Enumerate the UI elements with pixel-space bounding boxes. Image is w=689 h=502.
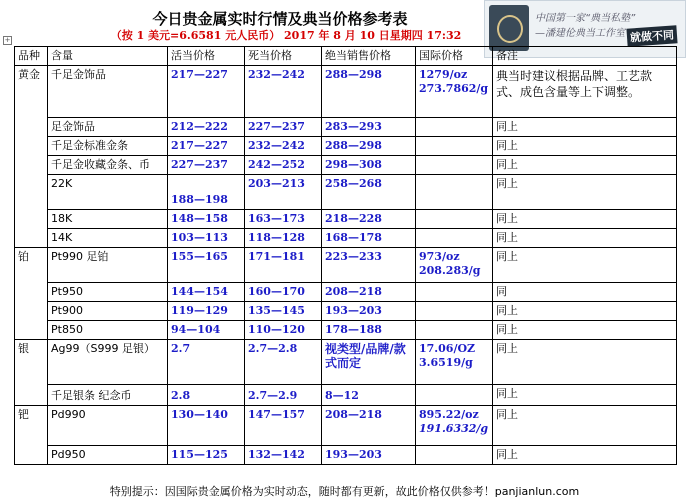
table-row [15,446,677,465]
note-cell: 同上 [493,248,677,283]
table-move-handle-icon[interactable]: + [4,36,11,44]
table-row [15,229,677,248]
note-cell: 典当时建议根据品牌、工艺款式、成色含量等上下调整。 [493,66,677,118]
intl-price [416,406,493,446]
live-price: 103—113 [168,229,245,248]
dead-price: 171—181 [245,248,322,283]
sell-price: 193—203 [322,302,416,321]
item-name: 千足金饰品 [48,66,168,118]
category-cell: 铂 [15,248,48,340]
intl-price-oz: 895.22/oz [419,408,479,421]
logo-line-2: —潘建伦典当工作室 [535,28,625,39]
dead-price: 2.7—2.8 [245,340,322,385]
intl-price [416,66,493,118]
sell-price: 193—203 [322,446,416,465]
table-row [15,156,677,175]
item-name: 千足银条 纪念币 [48,385,168,406]
sell-price: 8—12 [322,385,416,406]
item-name: Pd950 [48,446,168,465]
live-price: 94—104 [168,321,245,340]
live-price: 217—227 [168,137,245,156]
live-price: 2.7 [168,340,245,385]
live-price: 217—227 [168,66,245,118]
intl-price-g: 208.283/g [419,264,481,277]
sell-price: 298—308 [322,156,416,175]
logo-line-1: 中国第一家“典当私塾” [535,13,636,24]
note-cell: 同上 [493,175,677,210]
intl-price-g: 273.7862/g [419,82,489,95]
sell-price: 258—268 [322,175,416,210]
live-price: 148—158 [168,210,245,229]
dead-price: 227—237 [245,118,322,137]
intl-price [416,302,493,321]
live-price: 227—237 [168,156,245,175]
table-row [15,137,677,156]
note-cell: 同上 [493,156,677,175]
dead-price: 2.7—2.9 [245,385,322,406]
note-cell: 同上 [493,118,677,137]
price-table [14,46,677,465]
intl-price [416,210,493,229]
header-cell: 活当价格 [168,47,245,66]
intl-price [416,446,493,465]
live-price: 119—129 [168,302,245,321]
table-row [15,385,677,406]
item-name: Pt990 足铂 [48,248,168,283]
logo-line-3: 就做不同 [626,25,677,46]
intl-price [416,175,493,210]
item-name: Pt950 [48,283,168,302]
dead-price: 110—120 [245,321,322,340]
sell-price: 208—218 [322,283,416,302]
intl-price [416,385,493,406]
dead-price: 163—173 [245,210,322,229]
table-row [15,340,677,385]
item-name: Pd990 [48,406,168,446]
live-price: 130—140 [168,406,245,446]
header-cell: 国际价格 [416,47,493,66]
intl-price [416,156,493,175]
live-price: 188—198 [168,175,245,210]
footer-notice: 特别提示：因国际贵金属价格为实时动态，随时都有更新，故此价格仅供参考！panjianlun.com [109,485,580,498]
item-name: Pt850 [48,321,168,340]
table-row [15,283,677,302]
table-row [15,175,677,210]
note-cell: 同上 [493,302,677,321]
intl-price [416,137,493,156]
intl-price-oz: 973/oz [419,250,460,263]
category-cell: 黄金 [15,66,48,248]
dead-price: 135—145 [245,302,322,321]
sell-price: 288—298 [322,137,416,156]
sell-price: 视类型/品牌/款式而定 [322,340,416,385]
note-cell: 同上 [493,229,677,248]
header-cell: 死当价格 [245,47,322,66]
dead-price: 118—128 [245,229,322,248]
note-cell: 同上 [493,137,677,156]
table-row [15,406,677,446]
note-cell: 同上 [493,406,677,446]
header-cell: 备注 [493,47,677,66]
item-name: 千足金标准金条 [48,137,168,156]
note-cell: 同上 [493,446,677,465]
note-cell: 同上 [493,385,677,406]
intl-price-g: 191.6332/g [419,422,489,435]
dead-price: 203—213 [245,175,322,210]
intl-price [416,248,493,283]
item-name: 足金饰品 [48,118,168,137]
table-row [15,66,677,118]
dead-price: 242—252 [245,156,322,175]
sell-price: 208—218 [322,406,416,446]
live-price: 2.8 [168,385,245,406]
header-cell: 绝当销售价格 [322,47,416,66]
intl-price [416,118,493,137]
category-cell: 银 [15,340,48,406]
live-price: 115—125 [168,446,245,465]
item-name: 22K [48,175,168,210]
sell-price: 283—293 [322,118,416,137]
intl-price-oz: 17.06/OZ [419,342,476,355]
intl-price-oz: 1279/oz [419,68,468,81]
note-cell: 同上 [493,340,677,385]
sell-price: 178—188 [322,321,416,340]
item-name: 14K [48,229,168,248]
header-cell: 含量 [48,47,168,66]
table-row [15,118,677,137]
intl-price [416,229,493,248]
item-name: 18K [48,210,168,229]
dead-price: 132—142 [245,446,322,465]
live-price: 212—222 [168,118,245,137]
table-row [15,248,677,283]
item-name: Ag99（S999 足银） [48,340,168,385]
table-row [15,321,677,340]
sell-price: 288—298 [322,66,416,118]
table-header-row [15,47,677,66]
intl-price [416,283,493,302]
dead-price: 232—242 [245,137,322,156]
category-cell: 钯 [15,406,48,465]
intl-price [416,340,493,385]
note-cell: 同上 [493,210,677,229]
intl-price-g: 3.6519/g [419,356,473,369]
page-subtitle: （按 1 美元=6.6581 元人民币） 2017 年 8 月 10 日星期四 17:32 [110,29,462,42]
note-cell: 同 [493,283,677,302]
sell-price: 223—233 [322,248,416,283]
sell-price: 218—228 [322,210,416,229]
live-price: 155—165 [168,248,245,283]
item-name: Pt900 [48,302,168,321]
table-row [15,210,677,229]
sell-price: 168—178 [322,229,416,248]
page-title: 今日贵金属实时行情及典当价格参考表 [152,10,408,28]
dead-price: 232—242 [245,66,322,118]
item-name: 千足金收藏金条、币 [48,156,168,175]
dead-price: 147—157 [245,406,322,446]
table-row [15,302,677,321]
note-cell: 同上 [493,321,677,340]
live-price: 144—154 [168,283,245,302]
dead-price: 160—170 [245,283,322,302]
intl-price [416,321,493,340]
seal-icon [489,5,529,51]
header-cell: 品种 [15,47,48,66]
